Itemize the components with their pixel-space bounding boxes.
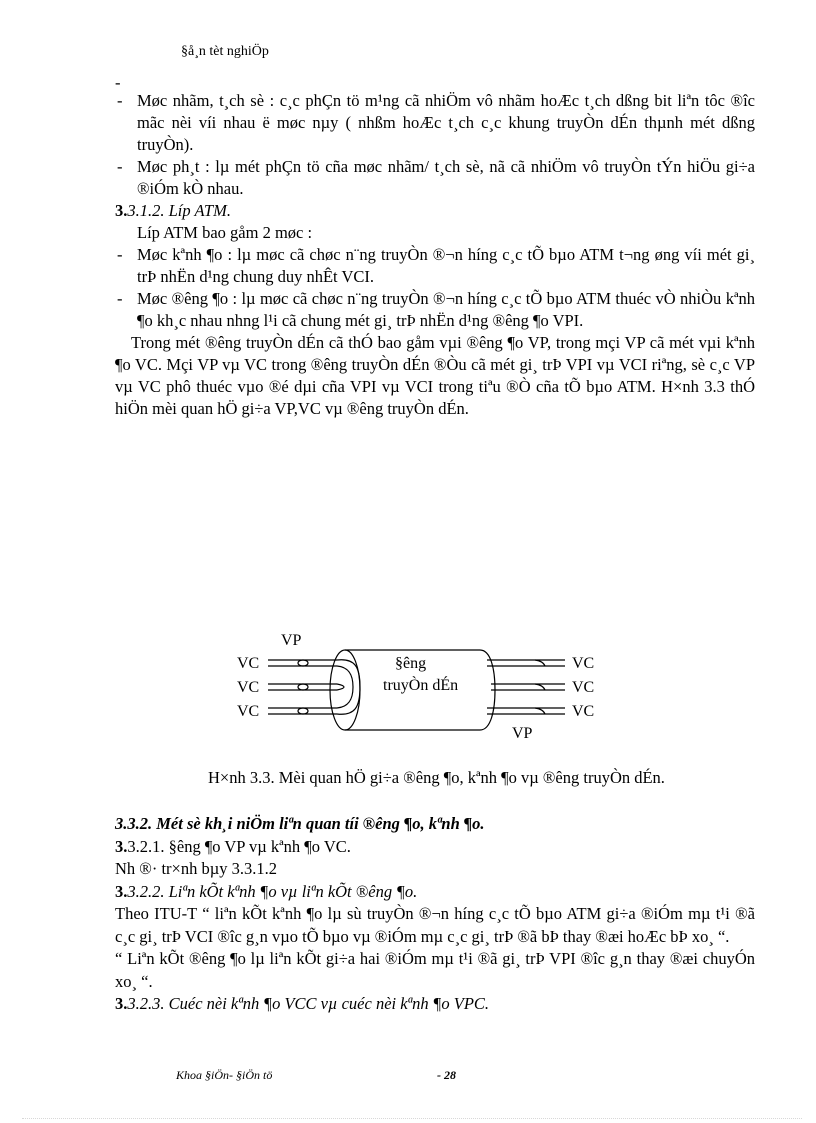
subsection-title: 3.2.3. Cuéc nèi kªnh ¶o VCC vµ cuéc nèi kªnh ¶o VPC. [127, 994, 490, 1013]
vc-label-right: VC [572, 655, 595, 672]
vc-label-left: VC [237, 679, 260, 696]
subsection-heading [115, 993, 755, 1016]
vp-vc-diagram [225, 625, 605, 745]
page-header: §å¸n tèt nghiÖp [181, 44, 269, 59]
path-label-line2: truyÒn dÉn [383, 677, 459, 694]
subsection-number: 3. [115, 881, 128, 901]
footer-department: Khoa §iÖn- §iÖn tö [176, 1068, 273, 1082]
vp-label-top: VP [281, 632, 302, 649]
vp-label-bottom: VP [512, 725, 533, 742]
bullet-item: - Møc ®êng ¶o : lµ møc cã chøc n¨ng truyÒn ®¬n híng c¸c tÕ bµo ATM thuéc vÒ nhiÒu kªnh ¶o kh¸c nhau nhng l¹i cã chung mét gi¸ trÞ nhËn d¹ng ®êng ¶o VPI. [115, 288, 755, 332]
subsection-title: 3.2.2. Liªn kÕt kªnh ¶o vµ liªn kÕt ®êng ¶o. [127, 881, 418, 901]
bullet-item: - Møc nhãm, t¸ch sè : c¸c phÇn tö m¹ng cã nhiÖm vô nhãm hoÆc t¸ch dßng bit liªn tôc ®îc mãc nèi víi nhau ë møc nµy ( nhßm hoÆc t¸ch c¸c khung truyÒn dÉn thµnh mét dßng truyÒn). [115, 90, 755, 156]
section-heading-bold: 3.3.2. Mét sè kh¸i niÖm liªn quan tíi ®êng ¶o, kªnh ¶o. [115, 814, 485, 833]
page-number: - 28 [437, 1068, 456, 1082]
itu-definition: Theo ITU-T “ liªn kÕt kªnh ¶o lµ sù truyÒn ®¬n híng c¸c tÕ bµo ATM gi÷a ®iÓm mµ t¹i ®ã c¸c gi¸ trÞ VCI ®îc g¸n vµo tÕ bµo vµ ®iÓm mµ c¸c gi¸ trÞ ®ã bÞ thay ®æi hoÆc bÞ xo¸ “. [115, 904, 755, 946]
path-label-line1: §êng [395, 655, 427, 672]
page-bottom-rule [22, 1118, 802, 1119]
subsection-number: 3. [115, 994, 128, 1013]
vc-label-right: VC [572, 679, 595, 696]
reference-line: Nh ®· tr×nh bµy 3.3.1.2 [115, 859, 277, 878]
left-vc-lines [268, 660, 360, 715]
section-heading [115, 200, 755, 222]
vc-label-left: VC [237, 703, 260, 720]
vc-label-right: VC [572, 703, 595, 720]
subsection-title: 3.2.1. §êng ¶o VP vµ kªnh ¶o VC. [127, 836, 351, 856]
body-paragraph: Trong mét ®êng truyÒn dÉn cã thÓ bao gåm vµi ®êng ¶o VP, trong mçi VP cã mét vµi kªnh ¶o VC. Mçi VP vµ VC trong ®êng truyÒn dÉn ®Òu cã mét gi¸ trÞ VPI vµ VCI riªng, sè c¸c VP vµ VC phô thuéc vµo ®é dµi cña VPI vµ VCI trong tiªu ®Ò cña tÕ bµo ATM. H×nh 3.3 thÓ hiÖn mèi quan hÖ gi÷a VP,VC vµ ®êng truyÒn dÉn. [115, 333, 755, 418]
bullet-item: - Møc kªnh ¶o : lµ møc cã chøc n¨ng truyÒn ®¬n híng c¸c tÕ bµo ATM t¬ng øng víi mét gi¸ trÞ nhËn d¹ng chung duy nhÊt VCI. [115, 244, 755, 288]
stray-dash: - [115, 73, 121, 92]
atm-intro: Líp ATM bao gåm 2 møc : [137, 223, 313, 242]
section-title: 3.1.2. Líp ATM. [127, 201, 231, 220]
top-content [115, 73, 755, 420]
subsection-number: 3. [115, 836, 128, 856]
subsection-heading [115, 836, 755, 859]
subsection-heading [115, 881, 755, 904]
right-vc-lines [487, 660, 565, 714]
vp-definition: “ Liªn kÕt ®êng ¶o lµ liªn kÕt gi÷a hai ®iÓm mµ t¹i ®ã gi¸ trÞ VPI ®îc g¸n thay ®æi chuyÓn xo¸ “. [115, 949, 755, 991]
vc-label-left: VC [237, 655, 260, 672]
section-number: 3. [115, 201, 128, 220]
bullet-item: - Møc ph¸t : lµ mét phÇn tö cña møc nhãm/ t¸ch sè, nã cã nhiÖm vô truyÒn tÝn hiÖu gi÷a ®iÓm kÒ nhau. [115, 156, 755, 200]
bottom-content [115, 813, 755, 1016]
figure-caption: H×nh 3.3. Mèi quan hÖ gi÷a ®êng ¶o, kªnh ¶o vµ ®êng truyÒn dÉn. [208, 768, 665, 787]
